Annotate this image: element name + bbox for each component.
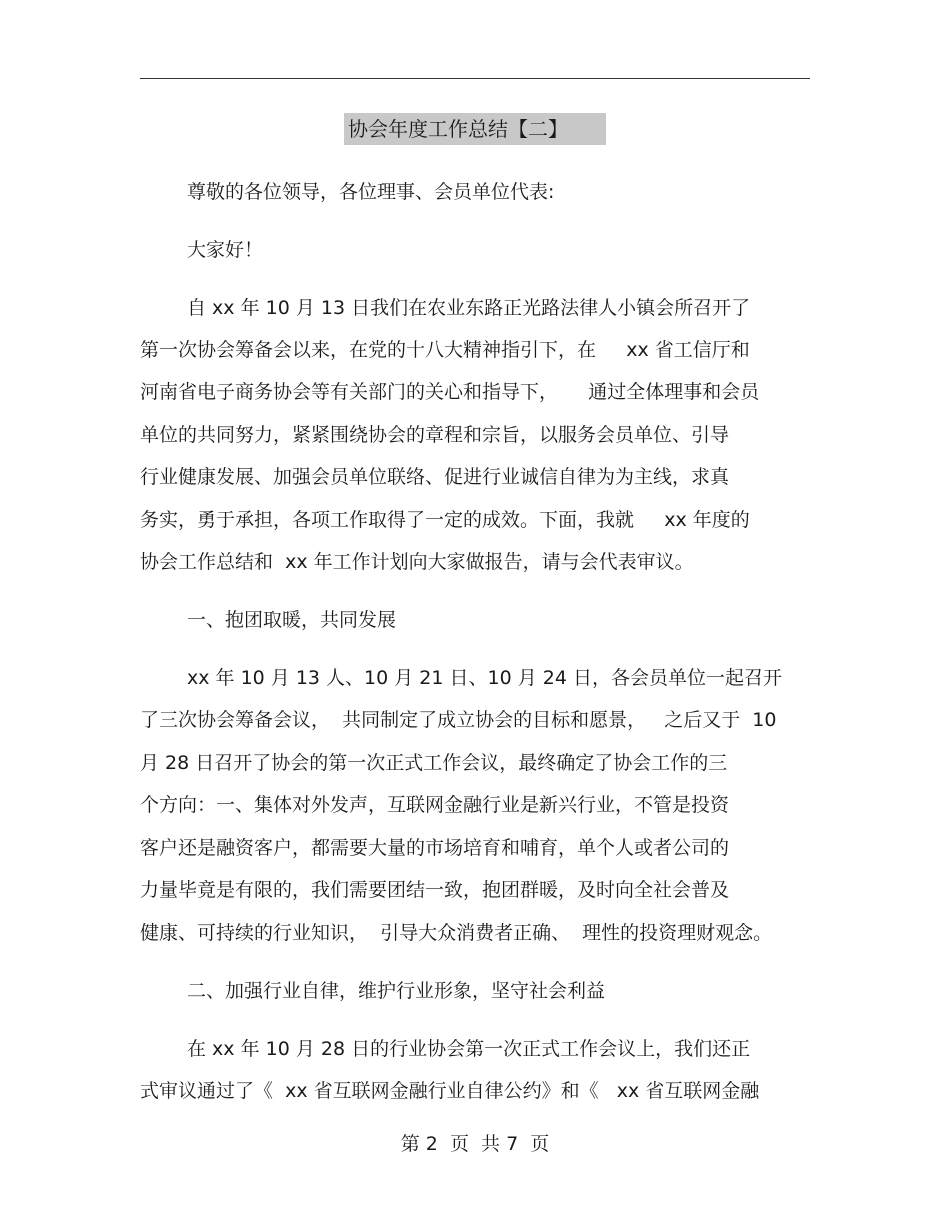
section-heading: 一、抱团取暖，共同发展 <box>187 609 397 631</box>
paragraph-line: 在 xx 年 10 月 28 日的行业协会第一次正式工作会议上，我们还正 <box>187 1038 751 1060</box>
paragraph-line: 行业健康发展、加强会员单位联络、促进行业诚信自律为为主线，求真 <box>140 466 730 488</box>
document-title: 协会年度工作总结【二】 <box>344 113 606 145</box>
salutation: 尊敬的各位领导，各位理事、会员单位代表: <box>187 181 555 203</box>
paragraph-line: 单位的共同努力，紧紧围绕协会的章程和宗旨，以服务会员单位、引导 <box>140 424 730 446</box>
paragraph-line: 了三次协会筹备会议， 共同制定了成立协会的目标和愿景， 之后又于 10 <box>140 709 777 731</box>
page-number: 第 2 页 共 7 页 <box>400 1133 550 1155</box>
paragraph-line: 第一次协会筹备会以来，在党的十八大精神指引下，在 xx 省工信厅和 <box>140 339 750 361</box>
paragraph-line: 力量毕竟是有限的，我们需要团结一致，抱团群暖，及时向全社会普及 <box>140 879 730 901</box>
paragraph-line: 河南省电子商务协会等有关部门的关心和指导下， 通过全体理事和会员 <box>140 381 760 403</box>
paragraph-line: 协会工作总结和 xx 年工作计划向大家做报告，请与会代表审议。 <box>140 551 694 573</box>
section-heading: 二、加强行业自律，维护行业形象，坚守社会利益 <box>187 980 606 1002</box>
title-wrap <box>0 113 950 145</box>
paragraph-line: 月 28 日召开了协会的第一次正式工作会议，最终确定了协会工作的三 <box>140 752 728 774</box>
paragraph-line: 式审议通过了《 xx 省互联网金融行业自律公约》和《 xx 省互联网金融 <box>140 1080 760 1102</box>
paragraph-line: 健康、可持续的行业知识， 引导大众消费者正确、 理性的投资理财观念。 <box>140 922 773 944</box>
paragraph-line: xx 年 10 月 13 人、10 月 21 日、10 月 24 日，各会员单位一起召开 <box>187 667 782 689</box>
paragraph-line: 个方向：一、集体对外发声，互联网金融行业是新兴行业，不管是投资 <box>140 794 730 816</box>
greeting: 大家好！ <box>187 239 264 261</box>
header-rule <box>140 78 810 79</box>
paragraph-line: 务实，勇于承担，各项工作取得了一定的成效。下面，我就 xx 年度的 <box>140 509 750 531</box>
paragraph-line: 客户还是融资客户，都需要大量的市场培育和哺育，单个人或者公司的 <box>140 837 730 859</box>
paragraph-line: 自 xx 年 10 月 13 日我们在农业东路正光路法律人小镇会所召开了 <box>187 297 751 319</box>
